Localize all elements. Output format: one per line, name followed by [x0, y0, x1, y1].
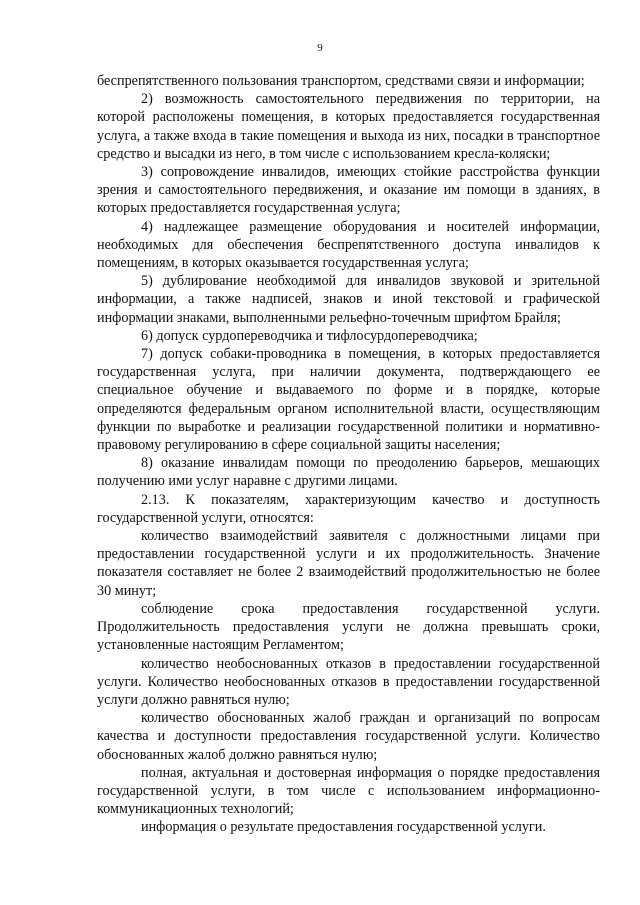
list-item-4: 4) надлежащее размещение оборудования и носителей информации, необходимых для обеспечения беспрепятственного доступа инвалидов к помещениям, в которых оказывается государственная услуга;	[97, 218, 600, 272]
indicator-refusals: количество необоснованных отказов в предоставлении государственной услуги. Количество необоснованных отказов в предоставлении государственной услуги должно равняться нулю;	[97, 655, 600, 708]
indicator-information: полная, актуальная и достоверная информация о порядке предоставления государственной услуги, в том числе с использованием информационно-коммуникационных технологий;	[97, 764, 600, 818]
paragraph-continued: беспрепятственного пользования транспортом, средствами связи и информации;	[97, 73, 585, 89]
indicator-deadline: соблюдение срока предоставления государственной услуги. Продолжительность предоставления услуги не должна превышать сроки, установленные настоящим Регламентом;	[97, 600, 600, 654]
list-item-6: 6) допуск сурдопереводчика и тифлосурдопереводчика;	[141, 327, 478, 344]
list-item-8: 8) оказание инвалидам помощи по преодолению барьеров, мешающих получению ими услуг наравне с другими лицами.	[97, 455, 600, 490]
indicator-interactions: количество взаимодействий заявителя с должностными лицами при предоставлении государственной услуги и их продолжительность. Значение показателя составляет не более 2 взаимодействий продолжительностью не более 30 минут;	[97, 528, 600, 599]
document-body	[97, 72, 600, 837]
list-item-3: 3) сопровождение инвалидов, имеющих стойкие расстройства функции зрения и самостоятельного передвижения, и оказание им помощи в зданиях, в которых предоставляется государственная услуга;	[97, 164, 600, 217]
indicator-complaints: количество обоснованных жалоб граждан и организаций по вопросам качества и доступности предоставления государственной услуги. Количество обоснованных жалоб должно равняться нулю;	[97, 710, 600, 763]
list-item-5: 5) дублирование необходимой для инвалидов звуковой и зрительной информации, а также надписей, знаков и иной текстовой и графической информации знаками, выполненными рельефно-точечным шрифтом Брайля;	[97, 273, 600, 326]
indicator-result-info: информация о результате предоставления государственной услуги.	[141, 819, 546, 836]
list-item-2: 2) возможность самостоятельного передвижения по территории, на которой расположены помещения, в которых предоставляется государственная услуга, а также входа в такие помещения и выхода из них, посадки в транспортное средство и высадки из него, в том числе с использованием кресла-коляски;	[97, 91, 600, 162]
section-2-13: 2.13. К показателям, характеризующим качество и доступность государственной услуги, относятся:	[97, 491, 600, 526]
list-item-7: 7) допуск собаки-проводника в помещения, в которых предоставляется государственная услуга, при наличии документа, подтверждающего ее специальное обучение и выдаваемого по форме и в порядке, которые определяются федеральным органом исполнительной власти, осуществляющим функции по выработке и реализации государственной политики и нормативно-правовому регулированию в сфере социальной защиты населения;	[97, 346, 600, 454]
page-number: 9	[317, 42, 323, 54]
